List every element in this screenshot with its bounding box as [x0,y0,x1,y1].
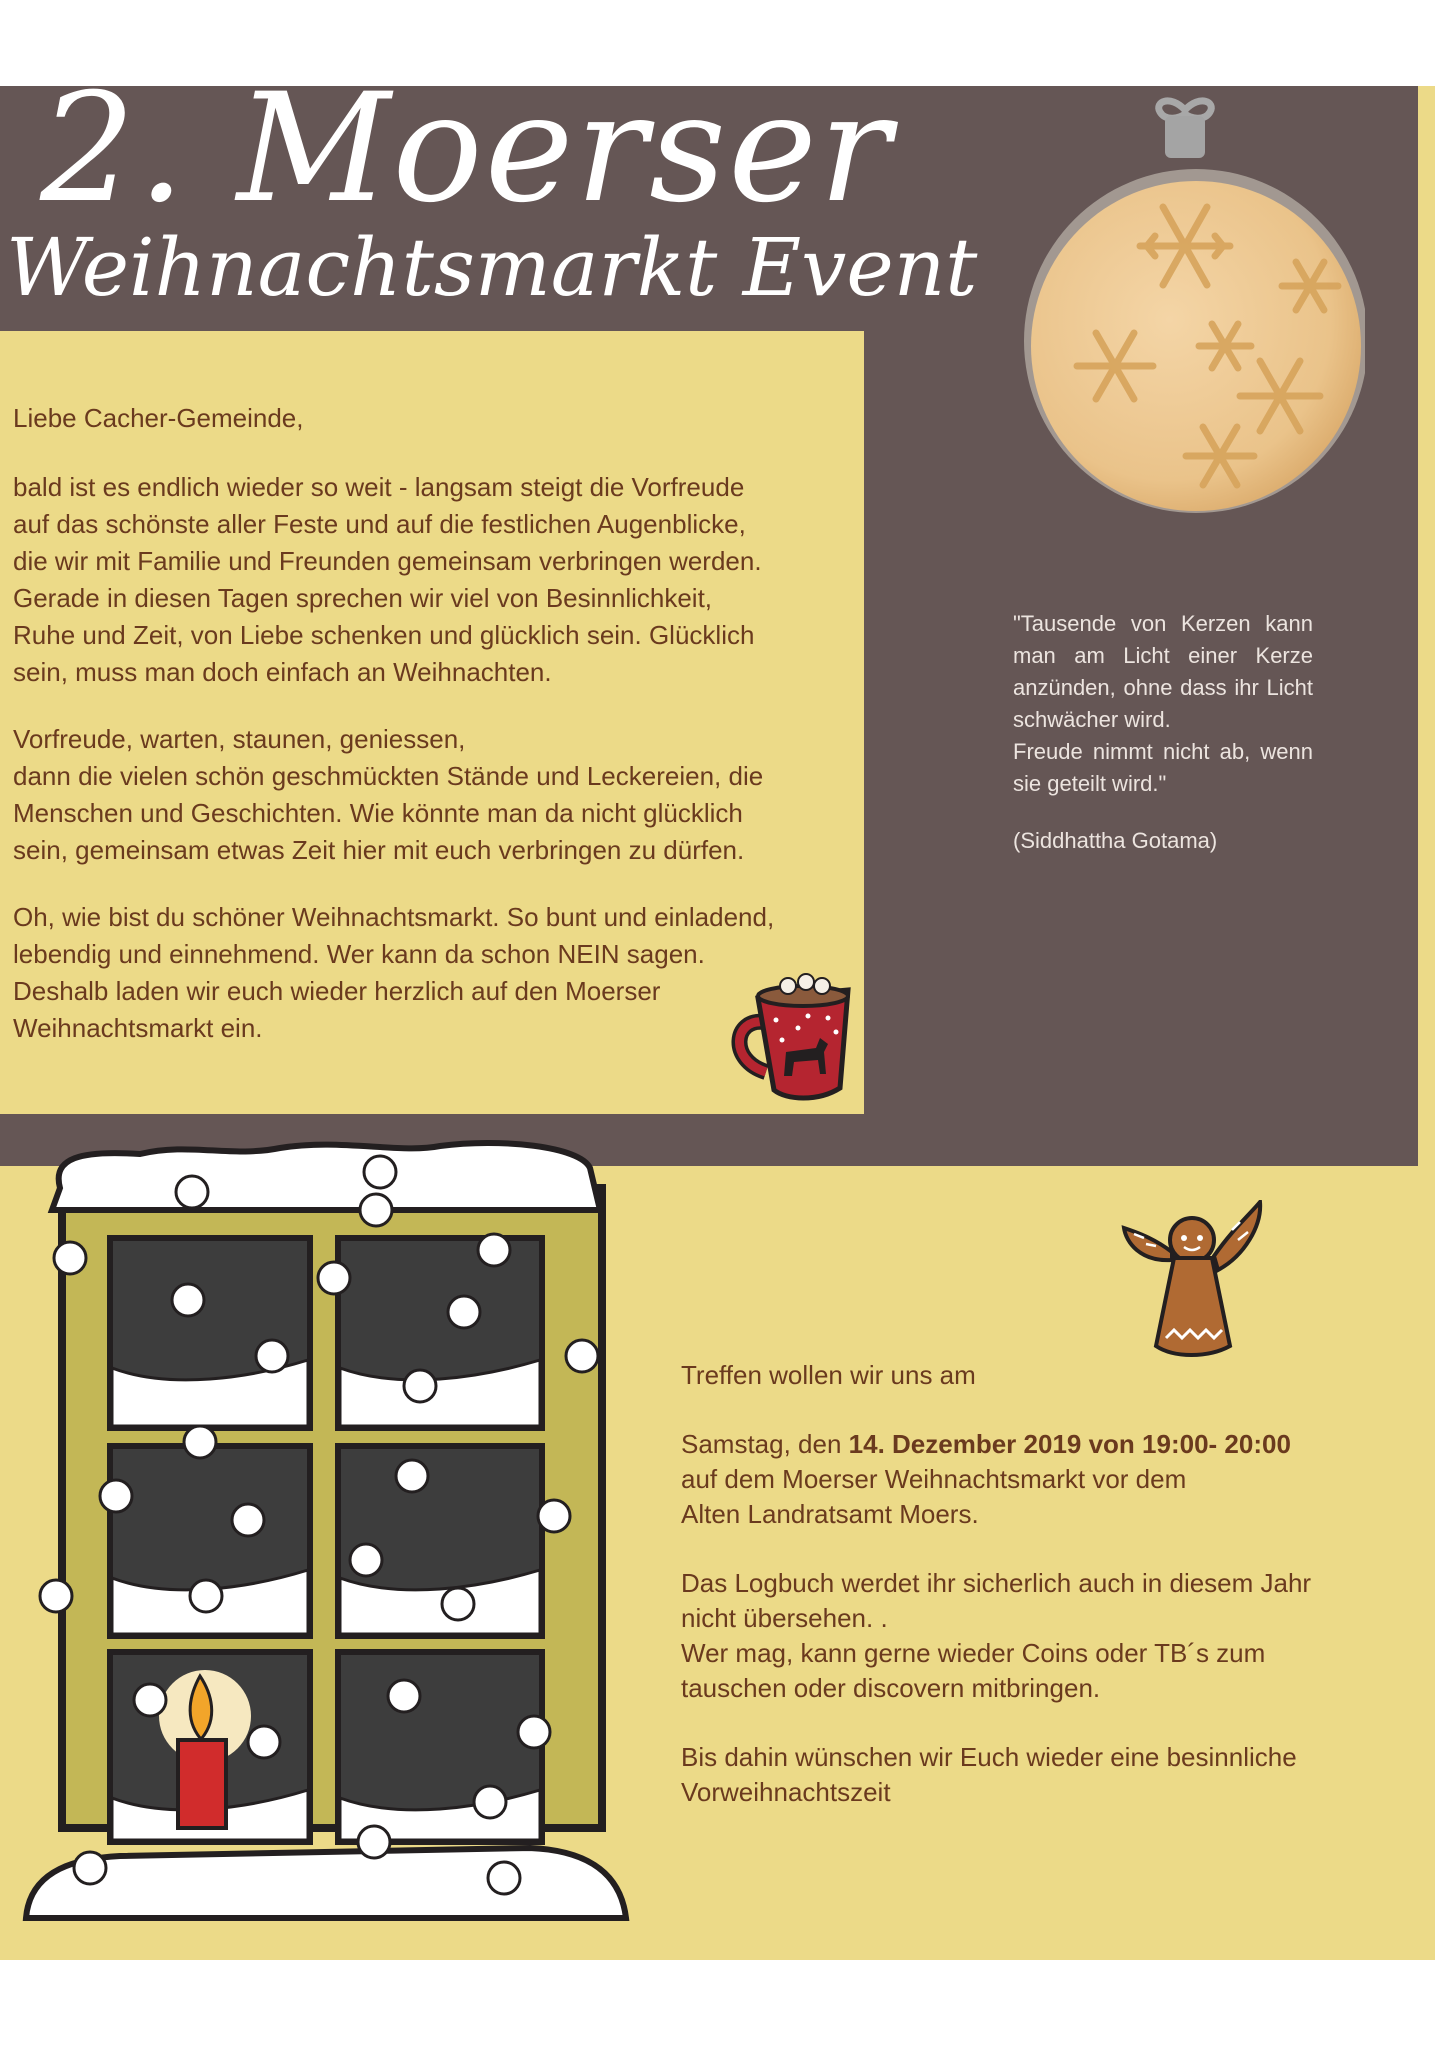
date-prefix: Samstag, den [681,1429,849,1459]
letter-text [13,400,845,1077]
letter-line: Gerade in diesen Tagen sprechen wir viel von Besinnlichkeit, [13,583,713,613]
letter-paragraph-1 [13,469,845,691]
event-info [681,1358,1381,1844]
title-line-2: Weihnachtsmarkt Event [6,221,978,314]
info-logbook [681,1566,1381,1706]
letter-line: dann die vielen schön geschmückten Stände und Leckereien, die [13,761,764,791]
letter-line: die wir mit Familie und Freunden gemeinsam verbringen werden. [13,546,762,576]
title-line-1: 2. Moerser [40,62,893,236]
letter-line: sein, muss man doch einfach an Weihnachten. [13,657,552,687]
logbook-line: nicht übersehen. . [681,1603,888,1633]
location-line: Alten Landratsamt Moers. [681,1499,979,1529]
logbook-line: Das Logbuch werdet ihr sicherlich auch in diesem Jahr [681,1568,1312,1598]
snowy-window-icon [20,1128,630,1940]
letter-line: sein, gemeinsam etwas Zeit hier mit euch verbringen zu dürfen. [13,835,745,865]
christmas-ornament-icon [1020,96,1365,516]
location-line: auf dem Moerser Weihnachtsmarkt vor dem [681,1464,1187,1494]
letter-line: Vorfreude, warten, staunen, geniessen, [13,724,466,754]
letter-line: auf das schönste aller Feste und auf die festlichen Augenblicke, [13,509,746,539]
letter-paragraph-3 [13,899,845,1047]
letter-line: bald ist es endlich wieder so weit - langsam steigt die Vorfreude [13,472,745,502]
yellow-edge-strip [1418,86,1435,1960]
quote-author: (Siddhattha Gotama) [1013,828,1218,853]
quote-text-2: Freude nimmt nicht ab, wenn sie geteilt wird." [1013,739,1313,796]
letter-line: lebendig und einnehmend. Wer kann da schon NEIN sagen. [13,939,705,969]
event-date: 14. Dezember 2019 von 19:00- 20:00 [848,1429,1291,1459]
letter-greeting: Liebe Cacher-Gemeinde, [13,403,304,433]
quote-text-1: "Tausende von Kerzen kann man am Licht einer Kerze anzünden, ohne dass ihr Licht schwächer wird. [1013,611,1313,732]
letter-line: Menschen und Geschichten. Wie könnte man da nicht glücklich [13,798,743,828]
letter-line: Deshalb laden wir euch wieder herzlich auf den Moerser [13,976,661,1006]
closing-line: Bis dahin wünschen wir Euch wieder eine besinnliche [681,1742,1297,1772]
hot-chocolate-mug-icon [728,968,860,1104]
quote-block [1013,608,1313,882]
closing-line: Vorweihnachtszeit [681,1777,891,1807]
logbook-line: tauschen oder discovern mitbringen. [681,1673,1101,1703]
info-closing [681,1740,1381,1810]
letter-line: Weihnachtsmarkt ein. [13,1013,263,1043]
logbook-line: Wer mag, kann gerne wieder Coins oder TB´s zum [681,1638,1266,1668]
letter-paragraph-2 [13,721,845,869]
info-intro: Treffen wollen wir uns am [681,1360,976,1390]
info-date-location [681,1427,1381,1532]
letter-line: Ruhe und Zeit, von Liebe schenken und glücklich sein. Glücklich [13,620,755,650]
letter-line: Oh, wie bist du schöner Weihnachtsmarkt. So bunt und einladend, [13,902,775,932]
gingerbread-angel-icon [1120,1200,1266,1364]
